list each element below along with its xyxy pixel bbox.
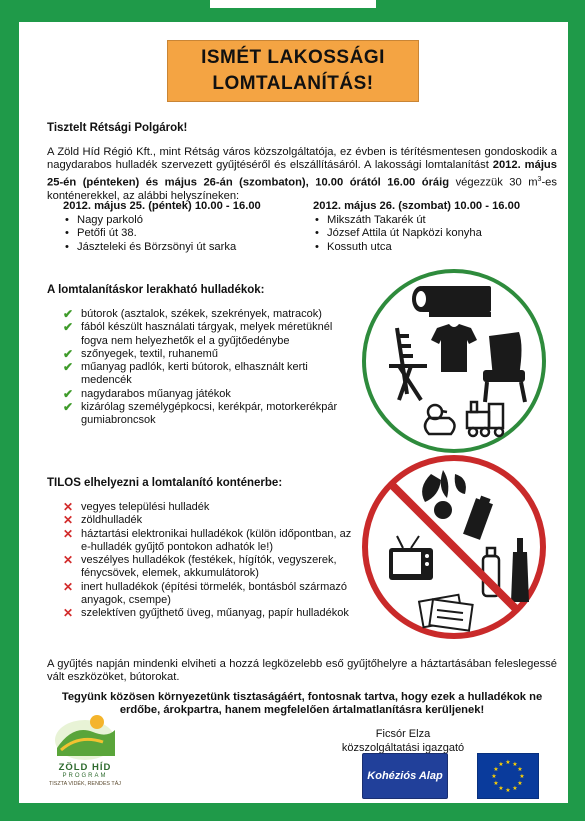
logo-name: ZÖLD HÍD — [58, 762, 112, 773]
intro-text-1: A Zöld Híd Régió Kft., mint Rétság város közszolgáltatója, ez évben is térítésmentesen gondoskodik a nagydarabos hulladék szervezett gyűjtéséről és elszállításáról. A lakossági lomtalanítást — [47, 146, 557, 172]
logo-text — [39, 762, 131, 787]
forbidden-item: ✕ inert hulladékok (építési törmelék, bontásból származó anyagok, csempe) — [63, 579, 347, 607]
carpet-icon — [412, 286, 491, 317]
greeting: Tisztelt Rétsági Polgárok! — [47, 122, 188, 134]
kohezios-alap-text: Kohéziós Alap — [367, 770, 443, 782]
allowed-item: ✔ műanyag padlók, kerti bútorok, elhasznált kerti medencék — [63, 360, 308, 387]
day2-head: 2012. május 26. (szombat) 10.00 - 16.00 — [313, 200, 521, 212]
cross-icon: ✕ — [63, 553, 74, 568]
cross-icon: ✕ — [63, 513, 74, 528]
allowed-item: ✔ nagydarabos műanyag játékok — [63, 386, 231, 401]
appeal-paragraph: Tegyünk közösen környezetünk tisztaságáért, fontosnak tartva, hogy ezek a hulladékok ne erdőbe, árokpartra, hanem megfelelően ártalmatlanításra kerüljenek! — [61, 691, 543, 717]
day1-head: 2012. május 25. (péntek) 10.00 - 16.00 — [63, 200, 261, 212]
schedule-day2 — [313, 200, 563, 254]
forbidden-heading: TILOS elhelyezni a lomtalanító konténerbe: — [47, 477, 283, 489]
forbidden-items-illustration — [359, 452, 549, 642]
green-waste-icon — [422, 470, 466, 519]
folding-chair-icon — [389, 328, 427, 400]
allowed-heading: A lomtalanításkor lerakható hulladékok: — [47, 284, 265, 296]
check-icon: ✔ — [63, 386, 74, 401]
check-icon: ✔ — [63, 360, 74, 375]
forbidden-item: ✕ háztartási elektronikai hulladékok (külön időpontban, az e-hulladék gyűjtő pontokon adhatók le!) — [63, 526, 352, 553]
logo-slogan: TISZTA VIDÉK, RENDES TÁJ — [49, 781, 121, 787]
battery-icon — [463, 496, 493, 540]
kohezios-alap-logo — [362, 753, 448, 799]
title-line-1: ISMÉT LAKOSSÁGI — [201, 47, 385, 68]
svg-text:★: ★ — [519, 773, 525, 780]
forbidden-item: ✕ veszélyes hulladékok (festékek, hígítók, vegyszerek, fénycsövek, elemek, akkumulátorok) — [63, 553, 337, 580]
svg-text:★: ★ — [498, 761, 504, 768]
check-icon: ✔ — [63, 346, 74, 361]
cross-icon: ✕ — [63, 606, 74, 621]
svg-text:★: ★ — [512, 761, 518, 768]
day1-place: • Jászteleki és Börzsönyi út sarka — [63, 241, 313, 255]
svg-text:★: ★ — [493, 780, 499, 787]
check-icon: ✔ — [63, 400, 74, 415]
cross-icon: ✕ — [63, 579, 74, 594]
intro-sup: 3 — [537, 175, 542, 183]
allowed-items-illustration — [359, 266, 549, 456]
forbidden-list — [63, 501, 363, 621]
allowed-item: ✔ bútorok (asztalok, székek, szekrények, matracok) — [63, 307, 322, 321]
schedule-day1 — [63, 200, 313, 254]
forbidden-item: ✕ vegyes települési hulladék — [63, 500, 210, 514]
title-box — [167, 40, 419, 102]
svg-text:★: ★ — [512, 785, 518, 792]
allowed-list — [63, 308, 353, 428]
eu-stars-icon — [478, 754, 538, 798]
svg-text:★: ★ — [493, 766, 499, 773]
intro-paragraph — [47, 146, 557, 203]
day1-place: • Nagy parkoló — [63, 214, 313, 228]
svg-text:★: ★ — [505, 787, 511, 794]
day2-place: • Kossuth utca — [313, 241, 563, 255]
allowed-item: ✔ szőnyegek, textil, ruhanemű — [63, 346, 218, 361]
logo-sub: PROGRAM — [62, 773, 108, 779]
check-icon: ✔ — [63, 307, 74, 321]
day2-place: • Mikszáth Takarék út — [313, 214, 563, 228]
intro-text-2: végezzük 30 m — [449, 176, 538, 189]
paper-icon — [419, 595, 473, 631]
forbidden-item: ✕ zöldhulladék — [63, 513, 143, 528]
intro-dates: 2012. május 25-én (pénteken) és május 26-án (szombaton), 10.00 órától 16.00 óráig — [47, 159, 557, 189]
outro-paragraph: A gyűjtés napján mindenki elviheti a hozzá legközelebb eső gyűjtőhelyre a háztartásában feleslegessé vált eszközöket, bútorokat. — [47, 658, 557, 684]
top-notch — [210, 0, 376, 8]
signature-role: közszolgáltatási igazgató — [341, 741, 465, 754]
allowed-item: ✔ fából készült használati tárgyak, melyek méretüknél fogva nem helyezhetők el a gyűjtőedénybe — [63, 320, 333, 347]
glass-bottle-icon — [511, 538, 529, 602]
signature-name: Ficsór Elza — [375, 728, 431, 740]
title-line-2: LOMTALANÍTÁS! — [212, 73, 374, 94]
allowed-item: ✔ kizárólag személygépkocsi, kerékpár, motorkerékpár gumiabroncsok — [63, 400, 338, 427]
forbidden-item: ✕ szelektíven gyűjthető üveg, műanyag, papír hulladékok — [63, 606, 349, 621]
svg-text:★: ★ — [517, 766, 523, 773]
svg-text:★: ★ — [491, 773, 497, 780]
day2-place: • József Attila út Napközi konyha — [313, 227, 563, 241]
toy-train-icon — [467, 402, 503, 436]
cross-icon: ✕ — [63, 526, 74, 541]
check-icon: ✔ — [63, 320, 74, 335]
television-icon — [389, 536, 433, 580]
intro-text-3: -es konténerekkel, az alábbi helyszíneken: — [47, 176, 557, 202]
poster — [19, 22, 568, 803]
signature-block — [323, 728, 483, 755]
cross-icon: ✕ — [63, 500, 74, 514]
eu-flag-logo — [477, 753, 539, 799]
svg-text:★: ★ — [517, 780, 523, 787]
zold-hid-logo — [53, 710, 117, 760]
forbidden-slash — [391, 484, 517, 610]
svg-text:★: ★ — [498, 785, 504, 792]
duck-icon — [425, 405, 455, 434]
armchair-icon — [483, 332, 525, 402]
tshirt-icon — [431, 324, 477, 372]
svg-text:★: ★ — [505, 759, 511, 766]
day1-place: • Petőfi út 38. — [63, 227, 313, 241]
